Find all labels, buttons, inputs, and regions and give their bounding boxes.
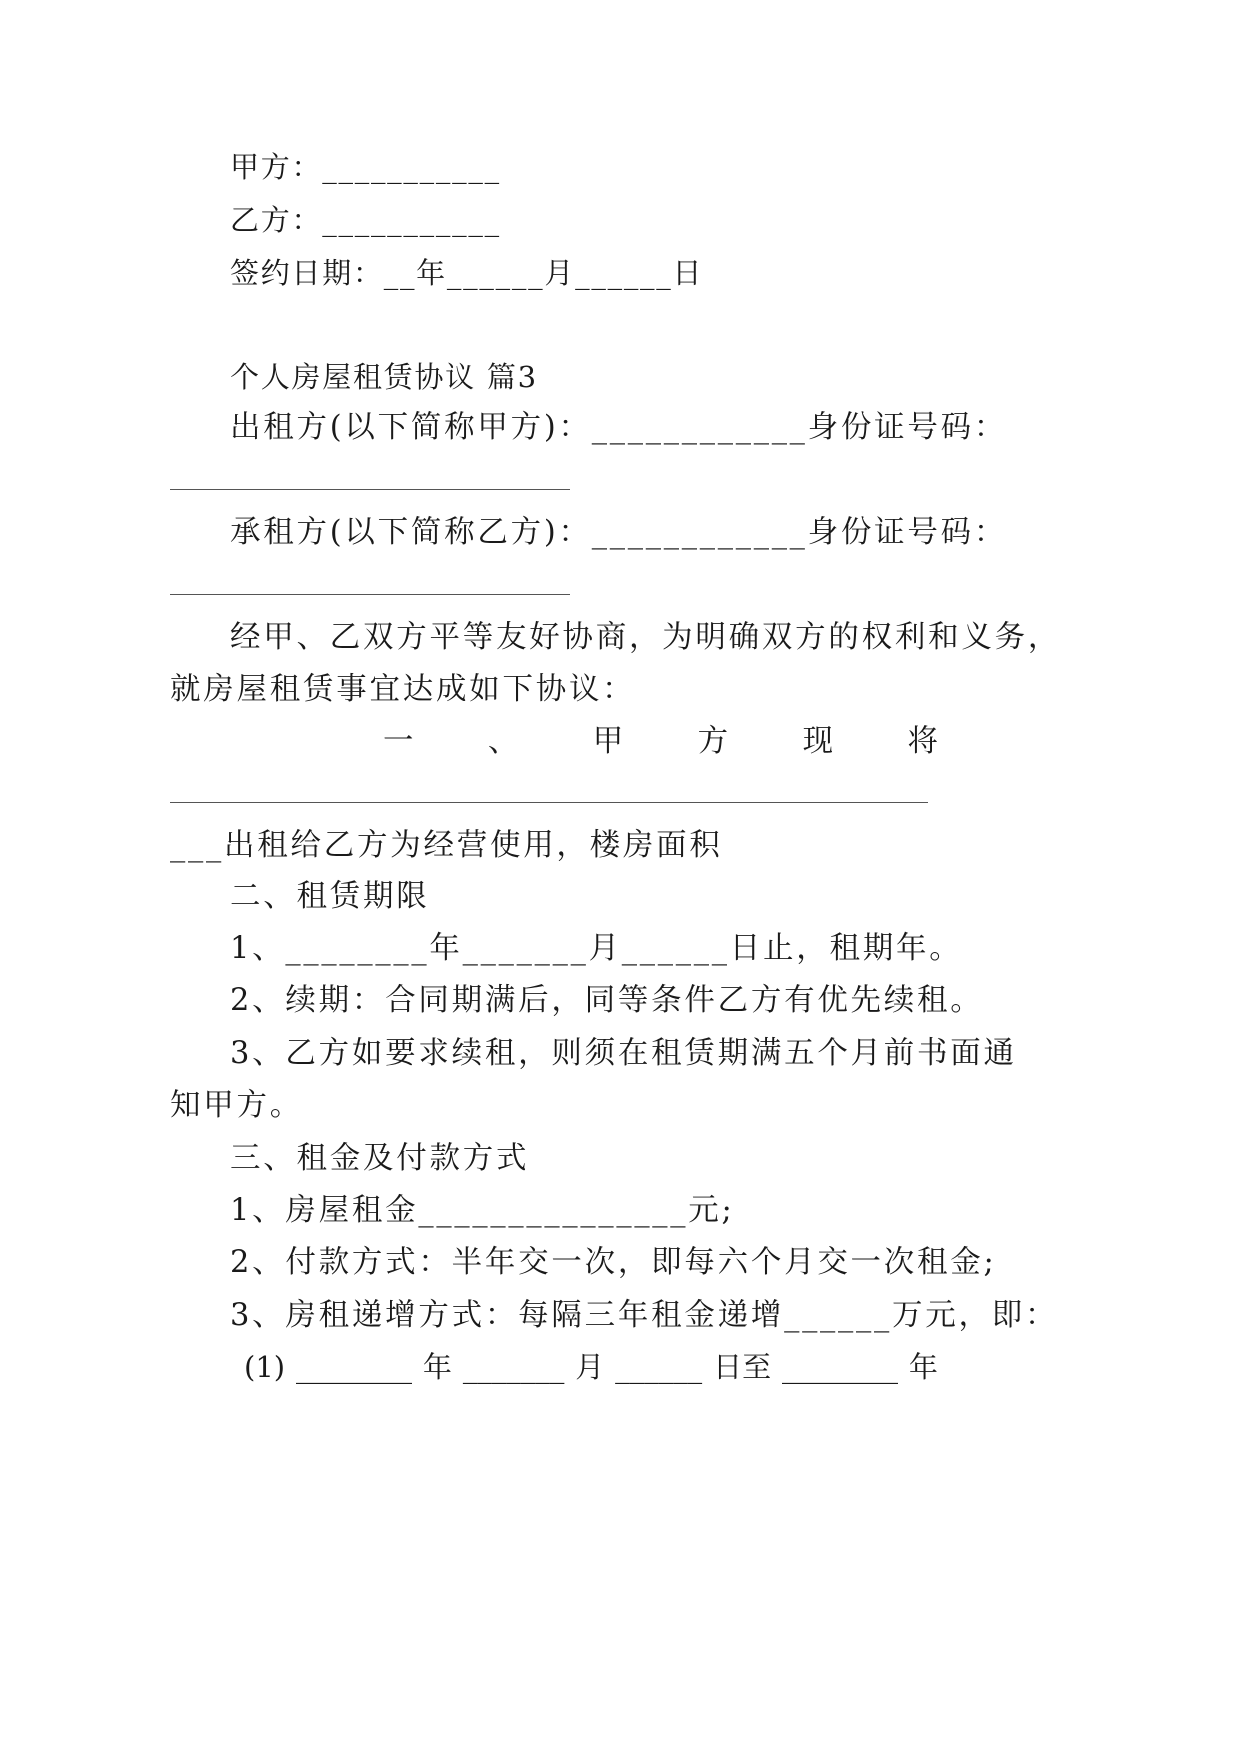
sub-item-part: 年	[908, 1350, 938, 1384]
party-b-line: 乙方：___________	[230, 203, 501, 237]
section-3-item-1: 1、房屋租金_______________元;	[230, 1193, 735, 1228]
clause-1-blank	[170, 802, 928, 803]
sub-item-part: ________	[781, 1350, 898, 1384]
section-2-item-1: 1、________年_______月______日止，租期年。	[230, 931, 963, 966]
sub-item-part: ______	[615, 1350, 703, 1384]
sub-item-part: 年	[422, 1350, 452, 1384]
sub-item-part: ________	[296, 1350, 412, 1384]
clause-1-char: 、	[487, 724, 519, 759]
clause-1-line-2: ___出租给乙方为经营使用，楼房面积	[170, 828, 723, 863]
section-3-item-2: 2、付款方式：半年交一次，即每六个月交一次租金;	[230, 1245, 997, 1280]
sign-date-line: 签约日期：__年______月______日	[230, 256, 704, 290]
section-2-item-3b: 知甲方。	[170, 1088, 303, 1123]
section-2-item-2: 2、续期：合同期满后，同等条件乙方有优先续租。	[230, 983, 984, 1018]
clause-1-char: 一	[383, 724, 414, 759]
section-2-title: 二、租赁期限	[230, 879, 430, 914]
section-3-title: 三、租金及付款方式	[230, 1141, 530, 1176]
section-2-item-3a: 3、乙方如要求续租，则须在租赁期满五个月前书面通	[230, 1036, 1017, 1071]
lessee-id-blank	[170, 594, 570, 595]
article-title: 个人房屋租赁协议 篇3	[230, 360, 538, 394]
clause-1-char: 方	[697, 724, 729, 759]
clause-1-char: 甲	[592, 724, 624, 759]
preamble-line-1: 经甲、乙双方平等友好协商，为明确双方的权利和义务，	[230, 620, 1062, 655]
sub-item-part: (1)	[244, 1350, 286, 1384]
lessee-line: 承租方(以下简称乙方)：____________身份证号码：	[230, 515, 1008, 550]
section-3-item-3-sub-1	[244, 1347, 938, 1387]
clause-1-char: 将	[907, 724, 938, 759]
clause-1-spread	[383, 722, 938, 762]
sub-item-part: _______	[462, 1350, 565, 1384]
lessor-id-blank	[170, 489, 570, 490]
sub-item-part: 日至	[713, 1350, 772, 1384]
preamble-line-2: 就房屋租赁事宜达成如下协议：	[170, 672, 636, 707]
party-a-line: 甲方：___________	[230, 150, 501, 184]
clause-1-char: 现	[802, 724, 834, 759]
section-3-item-3: 3、房租递增方式：每隔三年租金递增______万元，即：	[230, 1298, 1059, 1333]
lessor-line: 出租方(以下简称甲方)：____________身份证号码：	[230, 410, 1008, 445]
sub-item-part: 月	[575, 1350, 605, 1384]
